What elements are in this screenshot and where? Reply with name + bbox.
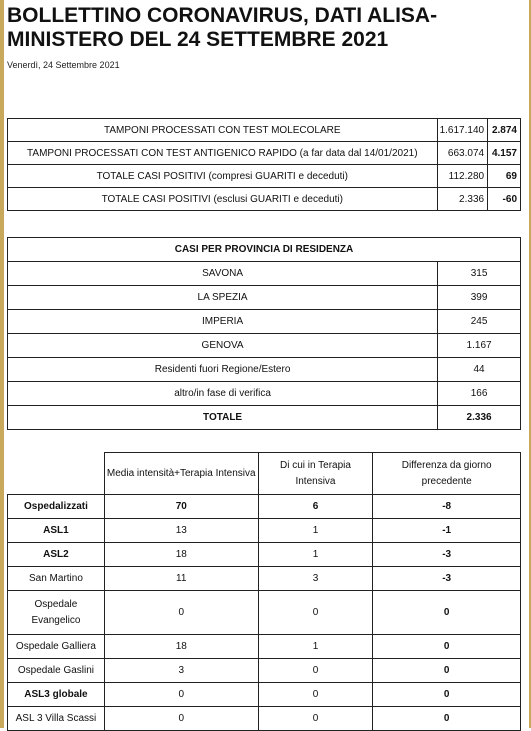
province-row (8, 358, 521, 382)
hospital-name: ASL1 (8, 519, 105, 543)
province-label: Residenti fuori Regione/Estero (8, 358, 438, 382)
province-label: LA SPEZIA (8, 286, 438, 310)
hospital-ti: 1 (258, 519, 373, 543)
province-value: 1.167 (438, 334, 521, 358)
hospital-name: Ospedale Evangelico (8, 591, 105, 635)
tamponi-label: TAMPONI PROCESSATI CON TEST MOLECOLARE (8, 119, 438, 142)
hospital-row (8, 567, 521, 591)
province-row (8, 286, 521, 310)
province-row (8, 382, 521, 406)
province-total-label: TOTALE (8, 406, 438, 430)
province-heading: CASI PER PROVINCIA DI RESIDENZA (8, 238, 521, 262)
province-label: IMPERIA (8, 310, 438, 334)
hospital-row (8, 683, 521, 707)
hospital-media: 13 (104, 519, 258, 543)
hospital-row (8, 707, 521, 731)
hospital-row (8, 495, 521, 519)
hospital-row (8, 659, 521, 683)
hospital-ti: 1 (258, 543, 373, 567)
hospital-diff: -1 (373, 519, 521, 543)
tamponi-delta: 4.157 (488, 142, 521, 165)
province-value: 245 (438, 310, 521, 334)
hospital-name: San Martino (8, 567, 105, 591)
hospital-ti: 0 (258, 707, 373, 731)
hospital-ti: 6 (258, 495, 373, 519)
hospital-col-ti: Di cui in Terapia Intensiva (258, 453, 373, 495)
province-value: 166 (438, 382, 521, 406)
hospital-media: 3 (104, 659, 258, 683)
tamponi-label: TOTALE CASI POSITIVI (compresi GUARITI e deceduti) (8, 165, 438, 188)
hospital-row (8, 543, 521, 567)
hospital-media: 70 (104, 495, 258, 519)
tamponi-delta: -60 (488, 188, 521, 211)
hospital-ti: 0 (258, 591, 373, 635)
hospital-name: Ospedale Galliera (8, 635, 105, 659)
tamponi-value: 1.617.140 (437, 119, 488, 142)
hospital-name: ASL2 (8, 543, 105, 567)
hospital-diff: -3 (373, 543, 521, 567)
hospital-diff: -8 (373, 495, 521, 519)
hospital-media: 18 (104, 635, 258, 659)
hospital-diff: 0 (373, 591, 521, 635)
province-label: GENOVA (8, 334, 438, 358)
hospital-media: 18 (104, 543, 258, 567)
hospital-diff: 0 (373, 659, 521, 683)
hospital-diff: 0 (373, 635, 521, 659)
province-row (8, 334, 521, 358)
tamponi-row (8, 165, 521, 188)
hospital-name: Ospedalizzati (8, 495, 105, 519)
hospital-ti: 3 (258, 567, 373, 591)
hospital-table (7, 452, 521, 731)
hospital-media: 0 (104, 683, 258, 707)
tamponi-row (8, 188, 521, 211)
hospital-col-diff: Differenza da giorno precedente (373, 453, 521, 495)
tamponi-label: TOTALE CASI POSITIVI (esclusi GUARITI e deceduti) (8, 188, 438, 211)
province-value: 44 (438, 358, 521, 382)
hospital-ti: 0 (258, 659, 373, 683)
hospital-media: 11 (104, 567, 258, 591)
tamponi-value: 112.280 (437, 165, 488, 188)
hospital-name: ASL 3 Villa Scassi (8, 707, 105, 731)
hospital-row (8, 519, 521, 543)
article-title: BOLLETTINO CORONAVIRUS, DATI ALISA-MINISTERO DEL 24 SETTEMBRE 2021 (7, 4, 438, 51)
hospital-header-blank (8, 453, 105, 495)
hospital-ti: 1 (258, 635, 373, 659)
hospital-row (8, 591, 521, 635)
tamponi-row (8, 119, 521, 142)
province-label: altro/in fase di verifica (8, 382, 438, 406)
tamponi-value: 2.336 (437, 188, 488, 211)
hospital-col-media: Media intensità+Terapia Intensiva (104, 453, 258, 495)
province-table (7, 237, 521, 430)
tamponi-table (7, 118, 521, 211)
page-border-left (0, 0, 4, 728)
article-date: Venerdì, 24 Settembre 2021 (7, 60, 120, 70)
hospital-name: ASL3 globale (8, 683, 105, 707)
tamponi-delta: 69 (488, 165, 521, 188)
tamponi-label: TAMPONI PROCESSATI CON TEST ANTIGENICO RAPIDO (a far data dal 14/01/2021) (8, 142, 438, 165)
province-value: 399 (438, 286, 521, 310)
province-row (8, 262, 521, 286)
hospital-diff: 0 (373, 683, 521, 707)
tamponi-delta: 2.874 (488, 119, 521, 142)
tamponi-row (8, 142, 521, 165)
hospital-ti: 0 (258, 683, 373, 707)
hospital-diff: -3 (373, 567, 521, 591)
hospital-row (8, 635, 521, 659)
hospital-diff: 0 (373, 707, 521, 731)
hospital-media: 0 (104, 591, 258, 635)
hospital-media: 0 (104, 707, 258, 731)
tamponi-value: 663.074 (437, 142, 488, 165)
province-value: 315 (438, 262, 521, 286)
hospital-name: Ospedale Gaslini (8, 659, 105, 683)
province-row (8, 310, 521, 334)
province-total-value: 2.336 (438, 406, 521, 430)
province-label: SAVONA (8, 262, 438, 286)
